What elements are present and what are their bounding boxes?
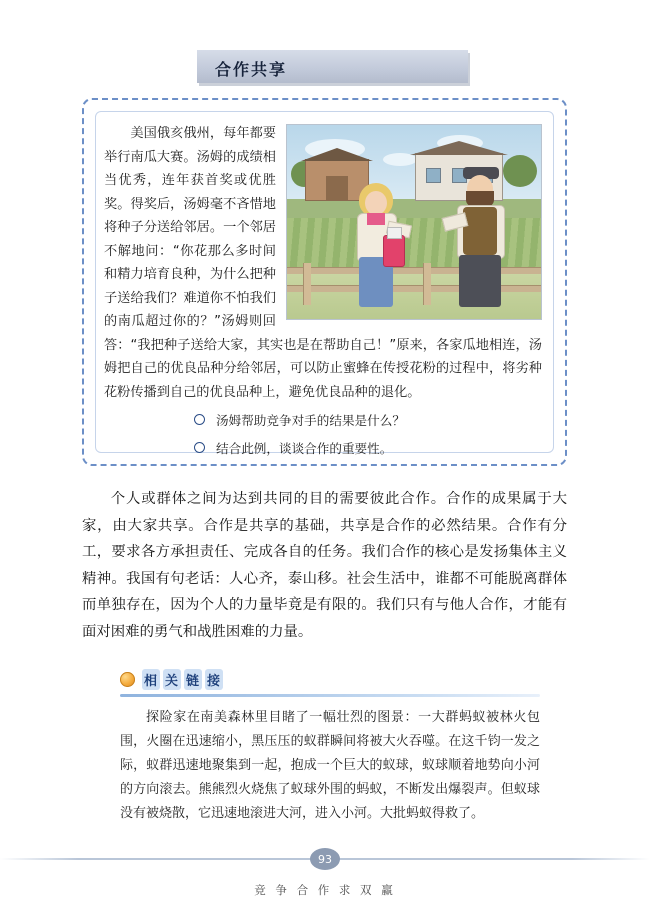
case-question-item: [194, 438, 554, 457]
related-link-title-char: 关: [163, 669, 181, 690]
fence-post: [303, 263, 311, 305]
section-banner: [197, 50, 468, 83]
related-link-title-char: 接: [205, 669, 223, 690]
fence-post: [423, 263, 431, 305]
case-question-text: 结合此例，谈谈合作的重要性。: [216, 441, 393, 456]
man-vest: [463, 207, 497, 255]
related-link-title: [142, 669, 223, 690]
house-window: [426, 168, 441, 183]
case-question-text: 汤姆帮助竞争对手的结果是什么？: [216, 413, 405, 428]
main-body-text: [82, 486, 567, 645]
main-body-paragraph: 个人或群体之间为达到共同的目的需要彼此合作。合作的成果属于大家，由大家共享。合作是共享的基础，共享是合作的必然结果。合作有分工，要求各方承担责任、完成各自的任务。我们合作的核心是发扬集体主义精神。我国有句老话：人心齐，泰山移。社会生活中，谁都不可能脱离群体而单独存在，因为个人的力量毕竟是有限的。我们只有与他人合作，才能有面对困难的勇气和战胜困难的力量。: [82, 491, 567, 640]
case-study-box: [82, 98, 567, 466]
man-legs: [459, 255, 501, 307]
case-study-text-container: [104, 122, 542, 404]
spray-bottle-icon: [383, 235, 405, 267]
bullet-dot-icon: [120, 672, 135, 687]
related-link-paragraph: 探险家在南美森林里目睹了一幅壮烈的图景：一大群蚂蚁被林火包围，火圈在迅速缩小，黑压压的蚁群瞬间将被大火吞噬。在这千钧一发之际，蚁群迅速地聚集到一起，抱成一个巨大的蚁球，蚁球顺着地势向小河的方向滚去。熊熊烈火烧焦了蚁球外围的蚂蚁，不断发出爆裂声。但蚁球没有被烧散，它迅速地滚进大河，进入小河。大批蚂蚁得救了。: [120, 709, 540, 821]
related-link-title-char: 相: [142, 669, 160, 690]
related-link-divider: [120, 694, 540, 697]
case-question-item: [194, 410, 554, 429]
related-link-title-char: 链: [184, 669, 202, 690]
related-link-block: [120, 668, 540, 826]
case-study-paragraph: 美国俄亥俄州，每年都要举行南瓜大赛。汤姆的成绩相当优秀，连年获首奖或优胜奖。得奖后，汤姆毫不吝惜地将种子分送给邻居。一个邻居不解地问：“你花那么多时间和精力培育良种，为什么把种子送给我们？难道你不怕我们的南瓜超过你的？”汤姆则回答：“我把种子送给大家，其实也是在帮助自己！”原来，各家瓜地相连，汤姆把自己的优良品种分给邻居，可以防止蜜蜂在传授花粉的过程中，将劣种花粉传播到自己的优良品种上，避免优良品种的退化。: [104, 126, 542, 400]
circle-bullet-icon: [194, 442, 205, 453]
woman-collar: [367, 213, 385, 225]
footer-caption: 竞 争 合 作 求 双 赢: [254, 883, 396, 897]
case-questions-list: [194, 410, 554, 466]
woman-face: [365, 191, 387, 215]
circle-bullet-icon: [194, 414, 205, 425]
man-figure: [447, 169, 521, 311]
related-link-header: [120, 668, 223, 690]
farm-illustration: [286, 124, 542, 320]
page-number-badge: 93: [310, 848, 340, 870]
related-link-body: [120, 706, 540, 826]
section-title: 合作共享: [215, 60, 288, 79]
